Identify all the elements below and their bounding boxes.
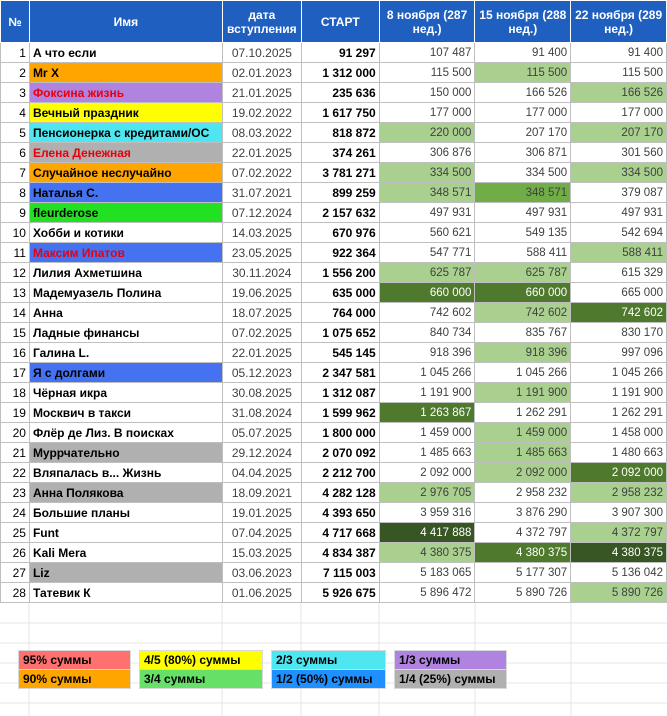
name-cell[interactable]: Вляпалась в... Жизнь	[29, 463, 222, 483]
weekly-amount-cell[interactable]: 2 958 232	[475, 483, 571, 503]
weekly-amount-cell[interactable]: 177 000	[475, 103, 571, 123]
header-date: дата вступления	[222, 1, 301, 43]
weekly-amount-cell[interactable]: 1 485 663	[475, 443, 571, 463]
join-date-cell[interactable]: 22.01.2025	[222, 343, 301, 363]
start-amount-cell[interactable]: 3 781 271	[301, 163, 379, 183]
weekly-amount-cell[interactable]: 166 526	[571, 83, 667, 103]
start-amount-cell[interactable]: 1 800 000	[301, 423, 379, 443]
name-cell[interactable]: Лилия Ахметшина	[29, 263, 222, 283]
start-amount-cell[interactable]: 235 636	[301, 83, 379, 103]
join-date-cell[interactable]: 19.02.2022	[222, 103, 301, 123]
start-amount-cell[interactable]: 899 259	[301, 183, 379, 203]
join-date-cell[interactable]: 07.02.2025	[222, 323, 301, 343]
weekly-amount-cell[interactable]: 334 500	[571, 163, 667, 183]
weekly-amount-cell[interactable]: 1 480 663	[571, 443, 667, 463]
weekly-amount-cell[interactable]: 5 890 726	[571, 583, 667, 603]
legend-gap	[131, 670, 140, 689]
legend-gap	[131, 651, 140, 670]
table-row	[1, 183, 667, 203]
weekly-amount-cell[interactable]: 2 092 000	[571, 463, 667, 483]
name-cell[interactable]: Liz	[29, 563, 222, 583]
row-number-cell[interactable]: 15	[1, 323, 30, 343]
weekly-amount-cell[interactable]: 830 170	[571, 323, 667, 343]
join-date-cell[interactable]: 22.01.2025	[222, 143, 301, 163]
weekly-amount-cell[interactable]: 1 263 867	[379, 403, 475, 423]
weekly-amount-cell[interactable]: 334 500	[379, 163, 475, 183]
join-date-cell[interactable]: 05.07.2025	[222, 423, 301, 443]
weekly-amount-cell[interactable]: 1 262 291	[571, 403, 667, 423]
row-number-cell[interactable]: 9	[1, 203, 30, 223]
weekly-amount-cell[interactable]: 2 092 000	[379, 463, 475, 483]
join-date-cell[interactable]: 07.02.2022	[222, 163, 301, 183]
table-body	[1, 43, 667, 603]
table-row	[1, 463, 667, 483]
legend-swatch: 2/3 суммы	[272, 651, 386, 670]
weekly-amount-cell[interactable]: 4 372 797	[571, 523, 667, 543]
row-number-cell[interactable]: 14	[1, 303, 30, 323]
table-row	[1, 63, 667, 83]
weekly-amount-cell[interactable]: 5 136 042	[571, 563, 667, 583]
row-number-cell[interactable]: 12	[1, 263, 30, 283]
table-row	[1, 83, 667, 103]
color-legend	[18, 650, 507, 689]
join-date-cell[interactable]: 05.12.2023	[222, 363, 301, 383]
row-number-cell[interactable]: 23	[1, 483, 30, 503]
start-amount-cell[interactable]: 1 617 750	[301, 103, 379, 123]
weekly-amount-cell[interactable]: 742 602	[475, 303, 571, 323]
row-number-cell[interactable]: 27	[1, 563, 30, 583]
weekly-amount-cell[interactable]: 5 890 726	[475, 583, 571, 603]
weekly-amount-cell[interactable]: 588 411	[571, 243, 667, 263]
row-number-cell[interactable]: 25	[1, 523, 30, 543]
name-cell[interactable]: Анна Полякова	[29, 483, 222, 503]
join-date-cell[interactable]: 31.08.2024	[222, 403, 301, 423]
weekly-amount-cell[interactable]: 4 380 375	[475, 543, 571, 563]
table-row	[1, 383, 667, 403]
start-amount-cell[interactable]: 764 000	[301, 303, 379, 323]
start-amount-cell[interactable]: 635 000	[301, 283, 379, 303]
name-cell[interactable]: Mr X	[29, 63, 222, 83]
legend-gap	[263, 651, 272, 670]
legend-swatch: 95% суммы	[19, 651, 131, 670]
table-row	[1, 123, 667, 143]
join-date-cell[interactable]: 30.08.2025	[222, 383, 301, 403]
row-number-cell[interactable]: 26	[1, 543, 30, 563]
join-date-cell[interactable]: 14.03.2025	[222, 223, 301, 243]
weekly-amount-cell[interactable]: 4 372 797	[475, 523, 571, 543]
row-number-cell[interactable]: 2	[1, 63, 30, 83]
weekly-amount-cell[interactable]: 91 400	[475, 43, 571, 63]
join-date-cell[interactable]: 19.06.2025	[222, 283, 301, 303]
table-row	[1, 503, 667, 523]
weekly-amount-cell[interactable]: 2 976 705	[379, 483, 475, 503]
row-number-cell[interactable]: 4	[1, 103, 30, 123]
name-cell[interactable]: Kali Mera	[29, 543, 222, 563]
row-number-cell[interactable]: 24	[1, 503, 30, 523]
weekly-amount-cell[interactable]: 835 767	[475, 323, 571, 343]
name-cell[interactable]: fleurderose	[29, 203, 222, 223]
weekly-amount-cell[interactable]: 918 396	[379, 343, 475, 363]
weekly-amount-cell[interactable]: 5 183 065	[379, 563, 475, 583]
row-number-cell[interactable]: 21	[1, 443, 30, 463]
join-date-cell[interactable]: 04.04.2025	[222, 463, 301, 483]
start-amount-cell[interactable]: 818 872	[301, 123, 379, 143]
legend-swatch: 1/3 суммы	[395, 651, 507, 670]
weekly-amount-cell[interactable]: 665 000	[571, 283, 667, 303]
start-amount-cell[interactable]: 1 599 962	[301, 403, 379, 423]
header-num: №	[1, 1, 30, 43]
join-date-cell[interactable]: 18.09.2021	[222, 483, 301, 503]
weekly-amount-cell[interactable]: 1 191 900	[571, 383, 667, 403]
weekly-amount-cell[interactable]: 660 000	[379, 283, 475, 303]
row-number-cell[interactable]: 6	[1, 143, 30, 163]
start-amount-cell[interactable]: 1 075 652	[301, 323, 379, 343]
weekly-amount-cell[interactable]: 166 526	[475, 83, 571, 103]
join-date-cell[interactable]: 07.12.2024	[222, 203, 301, 223]
start-amount-cell[interactable]: 5 926 675	[301, 583, 379, 603]
name-cell[interactable]: Татевик К	[29, 583, 222, 603]
name-cell[interactable]: Пенсионерка с кредитами/ОС	[29, 123, 222, 143]
name-cell[interactable]: Мадемуазель Полина	[29, 283, 222, 303]
start-amount-cell[interactable]: 1 312 087	[301, 383, 379, 403]
weekly-amount-cell[interactable]: 301 560	[571, 143, 667, 163]
weekly-amount-cell[interactable]: 1 459 000	[475, 423, 571, 443]
name-cell[interactable]: Вечный праздник	[29, 103, 222, 123]
weekly-amount-cell[interactable]: 306 876	[379, 143, 475, 163]
weekly-amount-cell[interactable]: 4 380 375	[571, 543, 667, 563]
start-amount-cell[interactable]: 7 115 003	[301, 563, 379, 583]
weekly-amount-cell[interactable]: 1 459 000	[379, 423, 475, 443]
join-date-cell[interactable]: 07.04.2025	[222, 523, 301, 543]
header-name: Имя	[29, 1, 222, 43]
weekly-amount-cell[interactable]: 4 380 375	[379, 543, 475, 563]
weekly-amount-cell[interactable]: 107 487	[379, 43, 475, 63]
row-number-cell[interactable]: 16	[1, 343, 30, 363]
table-row	[1, 523, 667, 543]
join-date-cell[interactable]: 01.06.2025	[222, 583, 301, 603]
start-amount-cell[interactable]: 1 556 200	[301, 263, 379, 283]
weekly-amount-cell[interactable]: 220 000	[379, 123, 475, 143]
row-number-cell[interactable]: 22	[1, 463, 30, 483]
name-cell[interactable]: Москвич в такси	[29, 403, 222, 423]
header-row	[1, 1, 667, 43]
name-cell[interactable]: Хобби и котики	[29, 223, 222, 243]
weekly-amount-cell[interactable]: 542 694	[571, 223, 667, 243]
weekly-amount-cell[interactable]: 177 000	[379, 103, 475, 123]
weekly-amount-cell[interactable]: 207 170	[475, 123, 571, 143]
join-date-cell[interactable]: 29.12.2024	[222, 443, 301, 463]
table-row	[1, 43, 667, 63]
table-row	[1, 263, 667, 283]
weekly-amount-cell[interactable]: 379 087	[571, 183, 667, 203]
weekly-amount-cell[interactable]: 1 045 266	[571, 363, 667, 383]
start-amount-cell[interactable]: 91 297	[301, 43, 379, 63]
weekly-amount-cell[interactable]: 615 329	[571, 263, 667, 283]
start-amount-cell[interactable]: 545 145	[301, 343, 379, 363]
row-number-cell[interactable]: 11	[1, 243, 30, 263]
legend-row	[19, 670, 507, 689]
name-cell[interactable]: Большие планы	[29, 503, 222, 523]
join-date-cell[interactable]: 18.07.2025	[222, 303, 301, 323]
table-row	[1, 143, 667, 163]
row-number-cell[interactable]: 28	[1, 583, 30, 603]
table-row	[1, 303, 667, 323]
start-amount-cell[interactable]: 4 834 387	[301, 543, 379, 563]
table-row	[1, 163, 667, 183]
weekly-amount-cell[interactable]: 207 170	[571, 123, 667, 143]
join-date-cell[interactable]: 08.03.2022	[222, 123, 301, 143]
start-amount-cell[interactable]: 4 282 128	[301, 483, 379, 503]
legend-gap	[386, 651, 395, 670]
weekly-amount-cell[interactable]: 115 500	[379, 63, 475, 83]
row-number-cell[interactable]: 13	[1, 283, 30, 303]
start-amount-cell[interactable]: 4 393 650	[301, 503, 379, 523]
table-row	[1, 423, 667, 443]
weekly-amount-cell[interactable]: 5 177 307	[475, 563, 571, 583]
row-number-cell[interactable]: 8	[1, 183, 30, 203]
weekly-amount-cell[interactable]: 497 931	[379, 203, 475, 223]
weekly-amount-cell[interactable]: 2 092 000	[475, 463, 571, 483]
weekly-amount-cell[interactable]: 588 411	[475, 243, 571, 263]
name-cell[interactable]: Флёр де Лиз. В поисках	[29, 423, 222, 443]
row-number-cell[interactable]: 5	[1, 123, 30, 143]
weekly-amount-cell[interactable]: 549 135	[475, 223, 571, 243]
join-date-cell[interactable]: 02.01.2023	[222, 63, 301, 83]
legend-row	[19, 651, 507, 670]
header-start: СТАРТ	[301, 1, 379, 43]
table-row	[1, 583, 667, 603]
header-week-287: 8 ноября (287 нед.)	[379, 1, 475, 43]
start-amount-cell[interactable]: 670 976	[301, 223, 379, 243]
name-cell[interactable]: Галина L.	[29, 343, 222, 363]
weekly-amount-cell[interactable]: 1 458 000	[571, 423, 667, 443]
weekly-amount-cell[interactable]: 497 931	[475, 203, 571, 223]
table-row	[1, 363, 667, 383]
name-cell[interactable]: Я с долгами	[29, 363, 222, 383]
start-amount-cell[interactable]: 2 070 092	[301, 443, 379, 463]
weekly-amount-cell[interactable]: 115 500	[571, 63, 667, 83]
weekly-amount-cell[interactable]: 5 896 472	[379, 583, 475, 603]
row-number-cell[interactable]: 3	[1, 83, 30, 103]
start-amount-cell[interactable]: 374 261	[301, 143, 379, 163]
header-week-288: 15 ноября (288 нед.)	[475, 1, 571, 43]
weekly-amount-cell[interactable]: 625 787	[475, 263, 571, 283]
legend-gap	[263, 670, 272, 689]
name-cell[interactable]: Муррчательно	[29, 443, 222, 463]
weekly-amount-cell[interactable]: 1 191 900	[475, 383, 571, 403]
table-row	[1, 323, 667, 343]
row-number-cell[interactable]: 19	[1, 403, 30, 423]
start-amount-cell[interactable]: 2 212 700	[301, 463, 379, 483]
join-date-cell[interactable]: 30.11.2024	[222, 263, 301, 283]
row-number-cell[interactable]: 18	[1, 383, 30, 403]
weekly-amount-cell[interactable]: 1 262 291	[475, 403, 571, 423]
table-row	[1, 243, 667, 263]
table-row	[1, 203, 667, 223]
weekly-amount-cell[interactable]: 4 417 888	[379, 523, 475, 543]
legend-gap	[386, 670, 395, 689]
table-row	[1, 283, 667, 303]
weekly-amount-cell[interactable]: 742 602	[379, 303, 475, 323]
table-row	[1, 443, 667, 463]
name-cell[interactable]: Максим Ипатов	[29, 243, 222, 263]
weekly-amount-cell[interactable]: 3 907 300	[571, 503, 667, 523]
legend-swatch: 1/2 (50%) суммы	[272, 670, 386, 689]
weekly-amount-cell[interactable]: 547 771	[379, 243, 475, 263]
weekly-amount-cell[interactable]: 1 485 663	[379, 443, 475, 463]
weekly-amount-cell[interactable]: 1 045 266	[475, 363, 571, 383]
name-cell[interactable]: Елена Денежная	[29, 143, 222, 163]
start-amount-cell[interactable]: 2 347 581	[301, 363, 379, 383]
weekly-amount-cell[interactable]: 334 500	[475, 163, 571, 183]
weekly-amount-cell[interactable]: 348 571	[379, 183, 475, 203]
weekly-amount-cell[interactable]: 91 400	[571, 43, 667, 63]
weekly-amount-cell[interactable]: 2 958 232	[571, 483, 667, 503]
table-row	[1, 543, 667, 563]
table-row	[1, 563, 667, 583]
name-cell[interactable]: Ладные финансы	[29, 323, 222, 343]
row-number-cell[interactable]: 7	[1, 163, 30, 183]
join-date-cell[interactable]: 15.03.2025	[222, 543, 301, 563]
join-date-cell[interactable]: 23.05.2025	[222, 243, 301, 263]
name-cell[interactable]: Фоксина жизнь	[29, 83, 222, 103]
join-date-cell[interactable]: 31.07.2021	[222, 183, 301, 203]
legend-swatch: 3/4 суммы	[140, 670, 263, 689]
weekly-amount-cell[interactable]: 150 000	[379, 83, 475, 103]
weekly-amount-cell[interactable]: 742 602	[571, 303, 667, 323]
join-date-cell[interactable]: 19.01.2025	[222, 503, 301, 523]
weekly-amount-cell[interactable]: 1 191 900	[379, 383, 475, 403]
start-amount-cell[interactable]: 1 312 000	[301, 63, 379, 83]
name-cell[interactable]: Анна	[29, 303, 222, 323]
weekly-amount-cell[interactable]: 306 871	[475, 143, 571, 163]
start-amount-cell[interactable]: 922 364	[301, 243, 379, 263]
start-amount-cell[interactable]: 2 157 632	[301, 203, 379, 223]
join-date-cell[interactable]: 21.01.2025	[222, 83, 301, 103]
weekly-amount-cell[interactable]: 348 571	[475, 183, 571, 203]
name-cell[interactable]: Случайное неслучайно	[29, 163, 222, 183]
legend-swatch: 90% суммы	[19, 670, 131, 689]
row-number-cell[interactable]: 1	[1, 43, 30, 63]
name-cell[interactable]: Funt	[29, 523, 222, 543]
weekly-amount-cell[interactable]: 660 000	[475, 283, 571, 303]
weekly-amount-cell[interactable]: 560 621	[379, 223, 475, 243]
weekly-amount-cell[interactable]: 115 500	[475, 63, 571, 83]
join-date-cell[interactable]: 03.06.2023	[222, 563, 301, 583]
weekly-amount-cell[interactable]: 997 096	[571, 343, 667, 363]
join-date-cell[interactable]: 07.10.2025	[222, 43, 301, 63]
table-row	[1, 403, 667, 423]
legend-swatch: 4/5 (80%) суммы	[140, 651, 263, 670]
weekly-amount-cell[interactable]: 1 045 266	[379, 363, 475, 383]
table-row	[1, 483, 667, 503]
weekly-amount-cell[interactable]: 840 734	[379, 323, 475, 343]
row-number-cell[interactable]: 10	[1, 223, 30, 243]
weekly-amount-cell[interactable]: 625 787	[379, 263, 475, 283]
table-row	[1, 103, 667, 123]
weekly-amount-cell[interactable]: 497 931	[571, 203, 667, 223]
legend-swatch: 1/4 (25%) суммы	[395, 670, 507, 689]
weekly-amount-cell[interactable]: 3 959 316	[379, 503, 475, 523]
header-week-289: 22 ноября (289 нед.)	[571, 1, 667, 43]
start-amount-cell[interactable]: 4 717 668	[301, 523, 379, 543]
table-row	[1, 223, 667, 243]
weekly-amount-cell[interactable]: 177 000	[571, 103, 667, 123]
table-row	[1, 343, 667, 363]
weekly-amount-cell[interactable]: 3 876 290	[475, 503, 571, 523]
name-cell[interactable]: А что если	[29, 43, 222, 63]
weekly-amount-cell[interactable]: 918 396	[475, 343, 571, 363]
row-number-cell[interactable]: 17	[1, 363, 30, 383]
name-cell[interactable]: Наталья С.	[29, 183, 222, 203]
name-cell[interactable]: Чёрная икра	[29, 383, 222, 403]
row-number-cell[interactable]: 20	[1, 423, 30, 443]
